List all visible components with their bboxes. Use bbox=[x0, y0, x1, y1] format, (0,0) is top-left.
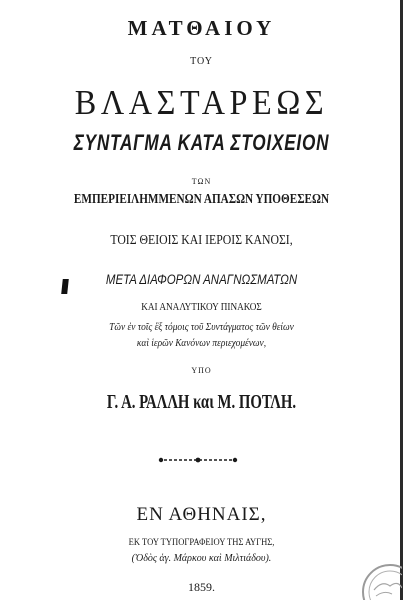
decorative-rule-icon bbox=[158, 456, 238, 464]
description-line-2: καὶ ἱερῶν Κανόνων περιεχομένων, bbox=[136, 338, 267, 349]
printer-address: (Ὁδὸς ἁγ. Μάρκου καὶ Μιλτιάδου). bbox=[131, 553, 272, 564]
article-tou: ΤΟΥ bbox=[190, 56, 213, 67]
subtitle-line-1: ΕΜΠΕΡΙΕΙΛΗΜΜΕΝΩΝ ΑΠΑΣΩΝ ΥΠΟΘΕΣΕΩΝ bbox=[73, 192, 330, 207]
subtitle-line-2: ΤΟΙΣ ΘΕΙΟΙΣ ΚΑΙ ΙΕΡΟΙΣ ΚΑΝΟΣΙ, bbox=[110, 233, 293, 248]
author-line-1: ΜΑΤΘΑΙΟΥ bbox=[127, 16, 276, 40]
subtitle-line-4: ΚΑΙ ΑΝΑΛΥΤΙΚΟΥ ΠΙΝΑΚΟΣ bbox=[141, 302, 262, 313]
article-ton: ΤΩΝ bbox=[191, 177, 212, 186]
library-stamp-icon bbox=[358, 560, 402, 600]
preposition-ypo: ΥΠΟ bbox=[191, 366, 212, 375]
printer-line: ΕΚ ΤΟΥ ΤΥΠΟΓΡΑΦΕΙΟΥ ΤΗΣ ΑΥΓΗΣ, bbox=[128, 537, 275, 547]
publication-year: 1859. bbox=[188, 580, 215, 594]
author-line-2: ΒΛΑΣΤΑΡΕΩΣ bbox=[74, 83, 329, 122]
subtitle-line-3: ΜΕΤΑ ΔΙΑΦΟΡΩΝ ΑΝΑΓΝΩΣΜΑΤΩΝ bbox=[105, 271, 298, 287]
main-title: ΣΥΝΤΑΓΜΑ ΚΑΤΑ ΣΤΟΙΧΕΙΟΝ bbox=[73, 130, 330, 155]
description-line-1: Τῶν ἐν τοῖς ἓξ τόμοις τοῦ Συντάγματος τῶν θείων bbox=[109, 322, 294, 333]
place-of-publication: ΕΝ ΑΘΗΝΑΙΣ, bbox=[136, 504, 267, 525]
editors-line: Γ. Α. ΡΑΛΛΗ και Μ. ΠΟΤΛΗ. bbox=[106, 391, 297, 413]
